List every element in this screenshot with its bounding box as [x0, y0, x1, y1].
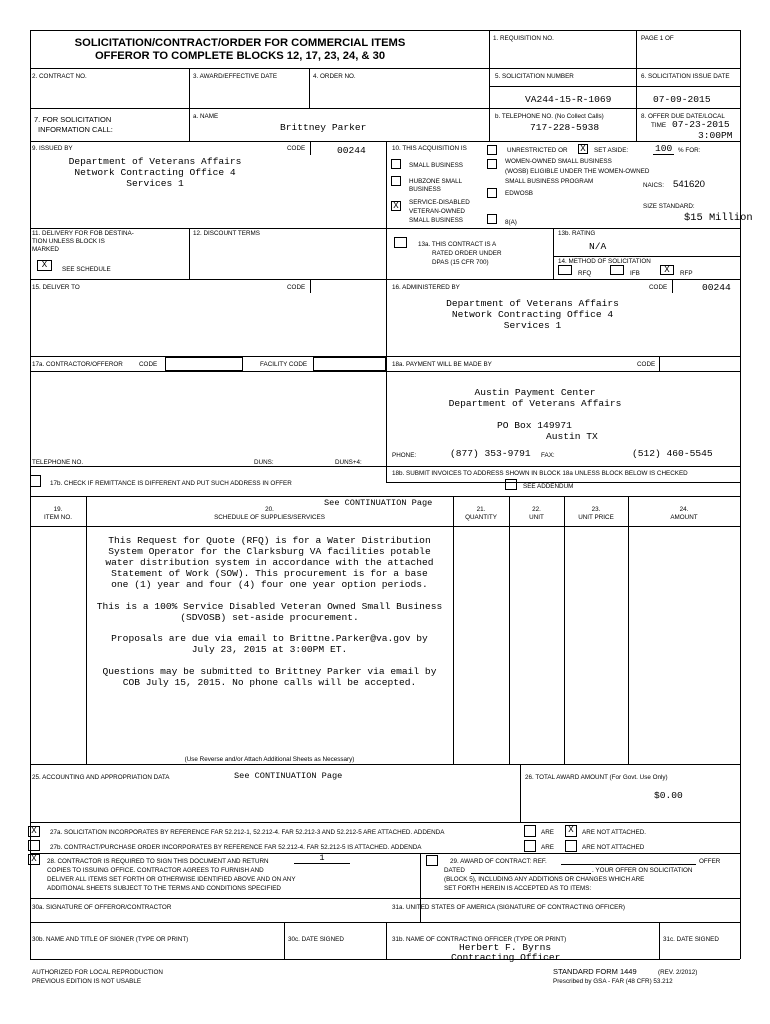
- footer-authorized: AUTHORIZED FOR LOCAL REPRODUCTION: [32, 969, 163, 976]
- unit-price-label-2: UNIT PRICE: [578, 514, 614, 521]
- signature-offeror-label: 30a. SIGNATURE OF OFFEROR/CONTRACTOR: [32, 904, 172, 911]
- acquisition-label: 10. THIS ACQUISITION IS: [392, 145, 467, 152]
- administered-line2: Network Contracting Office 4: [451, 309, 614, 320]
- officer-title: Contracting Officer: [451, 952, 561, 963]
- administered-code: 00244: [702, 282, 731, 293]
- payment-line1: Austin Payment Center: [474, 387, 596, 398]
- desc-line: This Request for Quote (RFQ) is for a Water Distribution: [108, 535, 431, 546]
- payment-line4: Austin TX: [546, 431, 598, 442]
- clause-29-text-3: (BLOCK 5), INCLUDING ANY ADDITIONS OR CHANGES WHICH ARE: [444, 876, 645, 883]
- signature-officer-label: 31a. UNITED STATES OF AMERICA (SIGNATURE OF CONTRACTING OFFICER): [392, 904, 626, 911]
- hubzone-label-2: BUSINESS: [409, 186, 441, 193]
- clause-27b-are-not: ARE NOT ATTACHED: [582, 844, 645, 851]
- clause-27a-are-not-checkbox[interactable]: X: [565, 825, 577, 837]
- sdvosb-label-3: SMALL BUSINESS: [409, 217, 464, 224]
- clause-28-text-3: DELIVER ALL ITEMS SET FORTH OR OTHERWISE IDENTIFIED ABOVE AND ON ANY: [47, 876, 296, 883]
- offer-due-time: 3:00PM: [698, 130, 733, 141]
- issued-by-code-label: CODE: [287, 145, 306, 152]
- clause-27a-are-not: ARE NOT ATTACHED.: [582, 829, 647, 836]
- amount-label-2: AMOUNT: [670, 514, 698, 521]
- size-standard: $15 Million: [684, 212, 753, 224]
- solicitation-issue-date-label: 6. SOLICITATION ISSUE DATE: [641, 73, 730, 80]
- delivery-label-2: TION UNLESS BLOCK IS: [32, 238, 105, 245]
- desc-line: Statement of Work (SOW). This procurement is for a base: [111, 568, 428, 579]
- signer-name-label: 30b. NAME AND TITLE OF SIGNER (TYPE OR PRINT): [32, 936, 189, 943]
- administered-line1: Department of Veterans Affairs: [446, 298, 619, 309]
- clause-27b-are-checkbox[interactable]: [524, 840, 536, 852]
- method-label: 14. METHOD OF SOLICITATION: [558, 258, 651, 265]
- delivery-label: 11. DELIVERY FOR FOB DESTINA-: [32, 230, 134, 237]
- rfp-checkbox[interactable]: X: [660, 265, 674, 275]
- see-schedule-label: SEE SCHEDULE: [62, 266, 111, 273]
- rating-value: N/A: [589, 241, 607, 252]
- total-award-label: 26. TOTAL AWARD AMOUNT (For Govt. Use Only): [525, 774, 668, 781]
- unrestricted-checkbox[interactable]: [487, 145, 497, 155]
- clause-27a-are-checkbox[interactable]: [524, 825, 536, 837]
- issued-by-line1: Department of Veterans Affairs: [68, 156, 242, 167]
- unit-label: 22.: [532, 506, 541, 513]
- amount-label: 24.: [679, 506, 689, 513]
- clause-27a-text: 27a. SOLICITATION INCORPORATES BY REFERENCE FAR 52.212-1, 52.212-4. FAR 52.212-3 AND 52.212-5 ARE ATTACHED. ADDENDA: [50, 829, 445, 836]
- unit-price-label: 23.: [591, 506, 601, 513]
- duns-label: DUNS:: [254, 459, 274, 466]
- rating-label: 13b. RATING: [558, 230, 596, 237]
- footer-previous-edition: PREVIOUS EDITION IS NOT USABLE: [32, 978, 142, 985]
- item-no-label-2: ITEM NO.: [44, 514, 72, 521]
- wosb-checkbox[interactable]: [487, 159, 497, 169]
- desc-line: Questions may be submitted to Brittney Parker via email by: [102, 666, 437, 677]
- discount-terms-label: 12. DISCOUNT TERMS: [193, 230, 260, 237]
- issued-by-code: 00244: [337, 145, 366, 156]
- clause-28-text-4: ADDITIONAL SHEETS SUBJECT TO THE TERMS AND CONDITIONS SPECIFIED: [47, 885, 281, 892]
- footer-form-number: STANDARD FORM 1449: [553, 967, 637, 976]
- payment-line2: Department of Veterans Affairs: [448, 398, 622, 409]
- sdvosb-label-2: VETERAN-OWNED: [409, 208, 465, 215]
- form-subtitle: OFFEROR TO COMPLETE BLOCKS 12, 17, 23, 24, & 30: [94, 50, 386, 62]
- clause-29-dated: DATED: [444, 867, 465, 874]
- total-award-amount: $0.00: [654, 790, 683, 801]
- hubzone-label: HUBZONE SMALL: [409, 178, 463, 185]
- desc-line: water distribution system in accordance with the attached: [105, 557, 434, 568]
- quantity-label-2: QUANTITY: [465, 514, 497, 521]
- ifb-label: IFB: [630, 270, 640, 277]
- clause-29-text-4: SET FORTH HEREIN IS ACCEPTED AS TO ITEMS:: [444, 885, 592, 892]
- contract-no-label: 2. CONTRACT NO.: [32, 73, 87, 80]
- rated-order-label-2: RATED ORDER UNDER: [432, 250, 502, 257]
- continuation-note-accounting: See CONTINUATION Page: [234, 771, 343, 781]
- remittance-checkbox[interactable]: [30, 475, 41, 487]
- phone-label: PHONE:: [392, 452, 417, 459]
- contractor-label: 17a. CONTRACTOR/OFFEROR: [32, 361, 123, 368]
- footer-revision: (REV. 2/2012): [658, 969, 698, 976]
- ifb-checkbox[interactable]: [610, 265, 624, 275]
- facility-code-field[interactable]: [313, 357, 386, 371]
- issued-by-line3: Services 1: [126, 178, 184, 189]
- sdvosb-checkbox[interactable]: X: [391, 201, 401, 211]
- payment-label: 18a. PAYMENT WILL BE MADE BY: [392, 361, 492, 368]
- see-addendum-checkbox[interactable]: [505, 479, 517, 490]
- clause-29-text: 29. AWARD OF CONTRACT: REF.: [450, 858, 547, 865]
- telephone-label: b. TELEPHONE NO. (No Collect Calls): [495, 113, 604, 120]
- award-date-label: 3. AWARD/EFFECTIVE DATE: [193, 73, 278, 80]
- contractor-code-field[interactable]: [165, 357, 243, 371]
- clause-27b-are-not-checkbox[interactable]: [565, 840, 577, 852]
- unit-label-2: UNIT: [529, 514, 544, 521]
- hubzone-checkbox[interactable]: [391, 176, 401, 186]
- desc-line: (SDVOSB) set-aside procurement.: [180, 612, 359, 623]
- payment-phone: (877) 353-9791: [450, 448, 531, 459]
- rfp-label: RFP: [680, 270, 693, 277]
- small-business-label: SMALL BUSINESS: [409, 162, 464, 169]
- remittance-label: 17b. CHECK IF REMITTANCE IS DIFFERENT AND PUT SUCH ADDRESS IN OFFER: [50, 480, 292, 487]
- unrestricted-label: UNRESTRICTED OR: [507, 147, 568, 154]
- clause-27a-checkbox[interactable]: X: [28, 826, 40, 837]
- rfq-checkbox[interactable]: [558, 265, 572, 275]
- payment-fax: (512) 460-5545: [632, 448, 713, 459]
- issued-by-label: 9. ISSUED BY: [32, 145, 73, 152]
- administered-code-label: CODE: [649, 284, 668, 291]
- clause-27b-checkbox[interactable]: [28, 840, 40, 851]
- rated-order-checkbox[interactable]: [394, 237, 407, 248]
- size-standard-label: SIZE STANDARD:: [643, 203, 695, 210]
- rfq-label: RFQ: [578, 270, 592, 277]
- solicitation-number-label: 5. SOLICITATION NUMBER: [495, 73, 574, 80]
- rated-order-label: 13a. THIS CONTRACT IS A: [418, 241, 497, 248]
- info-call-label-2: INFORMATION CALL:: [38, 125, 113, 134]
- naics-code: 541620: [673, 179, 706, 190]
- payment-code-label: CODE: [637, 361, 656, 368]
- accounting-label: 25. ACCOUNTING AND APPROPRIATION DATA: [32, 774, 170, 781]
- issued-by-line2: Network Contracting Office 4: [74, 167, 236, 178]
- item-no-label: 19.: [53, 506, 63, 513]
- officer-name-label: 31b. NAME OF CONTRACTING OFFICER (TYPE OR PRINT): [392, 936, 567, 943]
- offer-due-label: 8. OFFER DUE DATE/LOCAL: [641, 113, 725, 120]
- edwosb-label: EDWOSB: [505, 190, 533, 197]
- naics-label: NAICS:: [643, 182, 664, 189]
- contact-telephone: 717-228-5938: [530, 122, 600, 133]
- officer-date-signed-label: 31c. DATE SIGNED: [663, 936, 719, 943]
- desc-line: System Operator for the Clarksburg VA facilities potable: [108, 546, 431, 557]
- reverse-note: (Use Reverse and/or Attach Additional Sheets as Necessary): [184, 756, 355, 763]
- edwosb-checkbox[interactable]: [487, 188, 497, 198]
- wosb-label: WOMEN-OWNED SMALL BUSINESS: [505, 158, 612, 165]
- desc-line: one (1) year and four (4) four one year option periods.: [111, 579, 428, 590]
- facility-code-label: FACILITY CODE: [260, 361, 308, 368]
- set-aside-percent: 100: [655, 143, 673, 154]
- contractor-code-label: CODE: [139, 361, 158, 368]
- telephone-no-label: TELEPHONE NO.: [32, 459, 84, 466]
- offeror-date-signed-label: 30c. DATE SIGNED: [288, 936, 344, 943]
- page-label: PAGE 1 OF: [641, 35, 674, 42]
- clause-29-checkbox[interactable]: [426, 855, 438, 866]
- continuation-note-items: See CONTINUATION Page: [324, 498, 433, 508]
- solicitation-number: VA244-15-R-1069: [525, 94, 612, 105]
- footer-prescribed: Prescribed by GSA - FAR (48 CFR) 53.212: [553, 978, 673, 985]
- set-aside-label: SET ASIDE:: [594, 147, 629, 154]
- rated-order-label-3: DPAS (15 CFR 700): [432, 259, 489, 266]
- clause-29-offer: OFFER: [699, 858, 721, 865]
- wosb-label-2: (WOSB) ELIGIBLE UNDER THE WOMEN-OWNED: [505, 168, 650, 175]
- info-call-label: 7. FOR SOLICITATION: [34, 115, 112, 124]
- see-schedule-checkbox[interactable]: X: [37, 260, 52, 271]
- schedule-label-2: SCHEDULE OF SUPPLIES/SERVICES: [214, 514, 325, 521]
- sdvosb-label: SERVICE-DISABLED: [409, 199, 470, 206]
- offer-due-date: 07-23-2015: [672, 119, 730, 130]
- fax-label: FAX:: [541, 452, 555, 459]
- wosb-label-3: SMALL BUSINESS PROGRAM: [505, 178, 594, 185]
- clause-28-copies: 1: [294, 853, 350, 864]
- deliver-to-label: 15. DELIVER TO: [32, 284, 80, 291]
- percent-for-label: % FOR:: [678, 147, 701, 154]
- clause-27b-text: 27b. CONTRACT/PURCHASE ORDER INCORPORATES BY REFERENCE FAR 52.212-4. FAR 52.212-5 IS ATTACHED. ADDENDA: [50, 844, 422, 851]
- clause-27b-are: ARE: [541, 844, 554, 851]
- payment-line3: PO Box 149971: [497, 420, 572, 431]
- clause-28-text-2: COPIES TO ISSUING OFFICE. CONTRACTOR AGREES TO FURNISH AND: [47, 867, 264, 874]
- administered-line3: Services 1: [503, 320, 562, 331]
- desc-line: COB July 15, 2015. No phone calls will be accepted.: [122, 677, 417, 688]
- submit-invoices-label: 18b. SUBMIT INVOICES TO ADDRESS SHOWN IN BLOCK 18a UNLESS BLOCK BELOW IS CHECKED: [392, 470, 688, 477]
- desc-line: Proposals are due via email to Brittne.Parker@va.gov by: [111, 633, 428, 644]
- requisition-no-label: 1. REQUISITION NO.: [493, 35, 554, 42]
- small-business-checkbox[interactable]: [391, 159, 401, 169]
- clause-28-text: 28. CONTRACTOR IS REQUIRED TO SIGN THIS DOCUMENT AND RETURN: [47, 858, 269, 865]
- solicitation-issue-date: 07-09-2015: [653, 94, 711, 105]
- see-addendum-label: SEE ADDENDUM: [523, 483, 574, 490]
- eight-a-checkbox[interactable]: [487, 214, 497, 224]
- form-title: SOLICITATION/CONTRACT/ORDER FOR COMMERCIAL ITEMS: [74, 37, 406, 49]
- quantity-label: 21.: [476, 506, 486, 513]
- set-aside-checkbox[interactable]: X: [578, 144, 588, 154]
- officer-name: Herbert F. Byrns: [459, 942, 552, 953]
- delivery-label-3: MARKED: [32, 246, 59, 253]
- clause-27a-are: ARE: [541, 829, 554, 836]
- clause-28-checkbox[interactable]: X: [28, 854, 40, 865]
- schedule-label: 20.: [265, 506, 274, 513]
- desc-line: July 23, 2015 at 3:00PM ET.: [191, 644, 348, 655]
- offer-due-time-label: TIME: [651, 122, 667, 129]
- administered-by-label: 16. ADMINISTERED BY: [392, 284, 460, 291]
- order-no-label: 4. ORDER NO.: [313, 73, 356, 80]
- deliver-to-code-label: CODE: [287, 284, 306, 291]
- name-label: a. NAME: [193, 113, 219, 120]
- contact-name: Brittney Parker: [280, 122, 367, 133]
- duns4-label: DUNS+4:: [335, 459, 362, 466]
- clause-29-text-2: . YOUR OFFER ON SOLICITATION: [592, 867, 693, 874]
- desc-line: This is a 100% Service Disabled Veteran Owned Small Business: [96, 601, 443, 612]
- eight-a-label: 8(A): [505, 219, 517, 226]
